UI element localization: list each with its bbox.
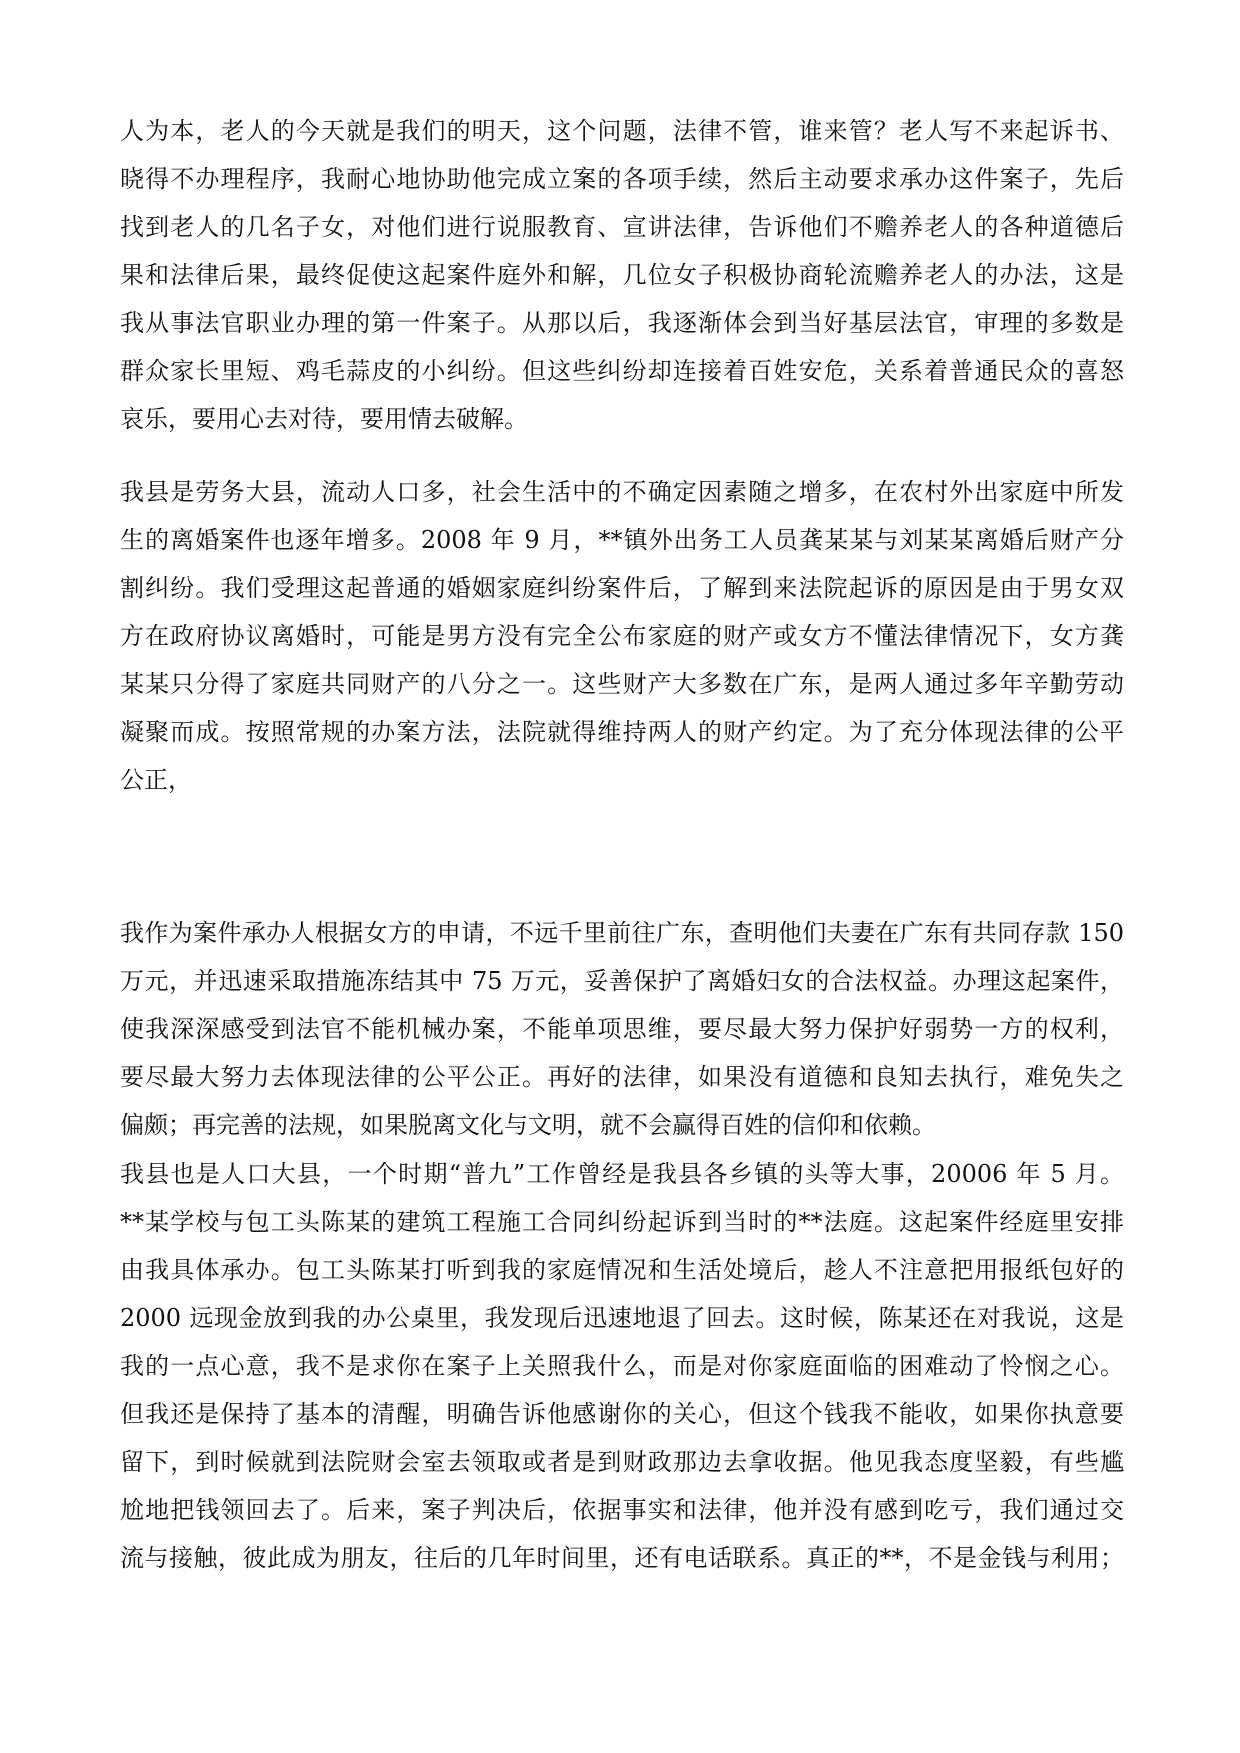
text-line: 留下，到时候就到法院财会室去领取或者是到财政那边去拿收据。他见我态度坚毅，有些尴 bbox=[120, 1448, 1124, 1476]
text-line: 某某只分得了家庭共同财产的八分之一。这些财产大多数在广东，是两人通过多年辛勤劳动 bbox=[120, 670, 1124, 698]
text-line: 我的一点心意，我不是求你在案子上关照我什么，而是对你家庭面临的困难动了怜悯之心。 bbox=[120, 1352, 1124, 1380]
text-line: 尬地把钱领回去了。后来，案子判决后，依据事实和法律，他并没有感到吃亏，我们通过交 bbox=[120, 1496, 1124, 1524]
text-line: 找到老人的几名子女，对他们进行说服教育、宣讲法律，告诉他们不赡养老人的各种道德后 bbox=[120, 213, 1124, 241]
text-line: 生的离婚案件也逐年增多。2008 年 9 月，**镇外出务工人员龚某某与刘某某离婚后财产分 bbox=[120, 526, 1124, 554]
text-line: 流与接触，彼此成为朋友，往后的几年时间里，还有电话联系。真正的**，不是金钱与利用； bbox=[120, 1544, 1124, 1572]
text-line: 公正， bbox=[120, 766, 192, 794]
text-line: 方在政府协议离婚时，可能是男方没有完全公布家庭的财产或女方不懂法律情况下，女方龚 bbox=[120, 622, 1124, 650]
text-line: 但我还是保持了基本的清醒，明确告诉他感谢你的关心，但这个钱我不能收，如果你执意要 bbox=[120, 1400, 1124, 1428]
text-line: 我县是劳务大县，流动人口多，社会生活中的不确定因素随之增多，在农村外出家庭中所发 bbox=[120, 478, 1124, 506]
text-line: 割纠纷。我们受理这起普通的婚姻家庭纠纷案件后，了解到来法院起诉的原因是由于男女双 bbox=[120, 574, 1124, 602]
text-line: 使我深深感受到法官不能机械办案，不能单项思维，要尽最大努力保护好弱势一方的权利， bbox=[120, 1015, 1124, 1043]
text-line: 晓得不办理程序，我耐心地协助他完成立案的各项手续，然后主动要求承办这件案子，先后 bbox=[120, 165, 1124, 193]
text-line: 偏颇；再完善的法规，如果脱离文化与文明，就不会赢得百姓的信仰和依赖。 bbox=[120, 1111, 936, 1139]
text-line: 我县也是人口大县，一个时期“普九”工作曾经是我县各乡镇的头等大事，20006 年 5 月。 bbox=[120, 1160, 1124, 1188]
paragraph-3 bbox=[120, 909, 1124, 1149]
text-line: 我从事法官职业办理的第一件案子。从那以后，我逐渐体会到当好基层法官，审理的多数是 bbox=[120, 309, 1124, 337]
paragraph-4 bbox=[120, 1150, 1124, 1582]
text-line: 要尽最大努力去体现法律的公平公正。再好的法律，如果没有道德和良知去执行，难免失之 bbox=[120, 1063, 1124, 1091]
paragraph-2 bbox=[120, 468, 1124, 804]
text-line: 我作为案件承办人根据女方的申请，不远千里前往广东，查明他们夫妻在广东有共同存款 150 bbox=[120, 919, 1124, 947]
text-line: 果和法律后果，最终促使这起案件庭外和解，几位女子积极协商轮流赡养老人的办法，这是 bbox=[120, 261, 1124, 289]
text-line: 哀乐，要用心去对待，要用情去破解。 bbox=[120, 405, 528, 433]
text-line: 凝聚而成。按照常规的办案方法，法院就得维持两人的财产约定。为了充分体现法律的公平 bbox=[120, 718, 1124, 746]
text-line: 群众家长里短、鸡毛蒜皮的小纠纷。但这些纠纷却连接着百姓安危，关系着普通民众的喜怒 bbox=[120, 357, 1124, 385]
text-line: **某学校与包工头陈某的建筑工程施工合同纠纷起诉到当时的**法庭。这起案件经庭里安排 bbox=[120, 1208, 1124, 1236]
text-line: 万元，并迅速采取措施冻结其中 75 万元，妥善保护了离婚妇女的合法权益。办理这起案件， bbox=[120, 967, 1124, 995]
paragraph-1 bbox=[120, 107, 1124, 443]
text-line: 2000 远现金放到我的办公桌里，我发现后迅速地退了回去。这时候，陈某还在对我说，这是 bbox=[120, 1304, 1124, 1332]
text-line: 由我具体承办。包工头陈某打听到我的家庭情况和生活处境后，趁人不注意把用报纸包好的 bbox=[120, 1256, 1124, 1284]
text-line: 人为本，老人的今天就是我们的明天，这个问题，法律不管，谁来管？老人写不来起诉书、 bbox=[120, 117, 1124, 145]
